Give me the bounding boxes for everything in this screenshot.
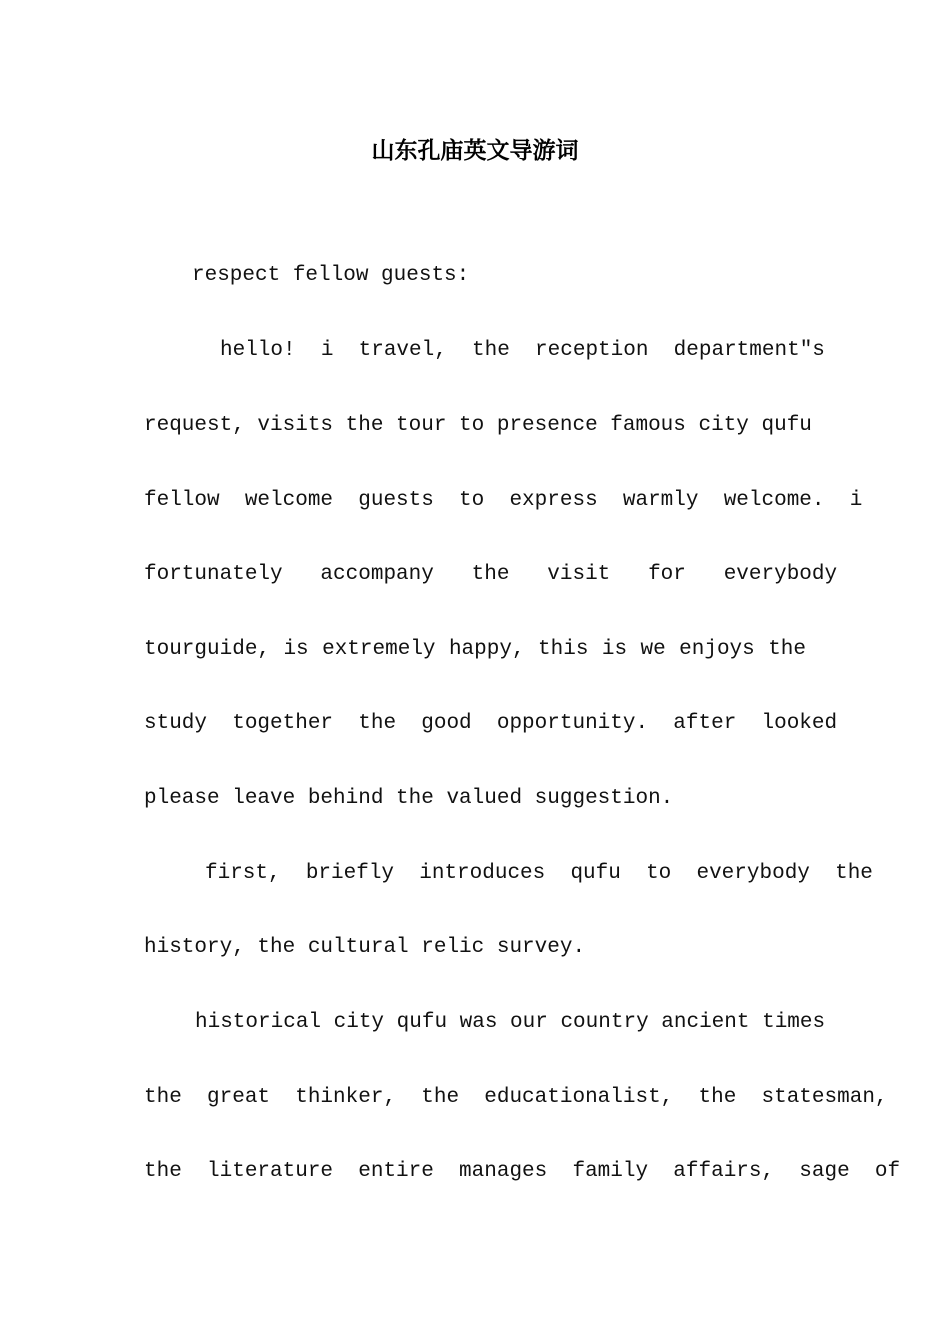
paragraph-line: fortunately accompany the visit for everybody	[144, 563, 838, 586]
paragraph-line: request, visits the tour to presence famous city qufu	[144, 414, 812, 437]
paragraph-line: tourguide, is extremely happy, this is we enjoys the	[144, 638, 806, 661]
paragraph-line: the literature entire manages family affairs, sage of	[144, 1160, 901, 1183]
paragraph-line: fellow welcome guests to express warmly welcome. i	[144, 489, 863, 512]
document-title: 山东孔庙英文导游词	[371, 137, 579, 164]
salutation-line: respect fellow guests:	[192, 264, 470, 287]
paragraph-line: history, the cultural relic survey.	[144, 936, 586, 959]
paragraph-line: the great thinker, the educationalist, the statesman,	[144, 1086, 888, 1109]
paragraph-line: first, briefly introduces qufu to everybody the	[205, 862, 873, 885]
paragraph-line: please leave behind the valued suggestion.	[144, 787, 674, 810]
paragraph-line: study together the good opportunity. after looked	[144, 712, 838, 735]
paragraph-line: historical city qufu was our country ancient times	[195, 1011, 826, 1034]
paragraph-line: hello! i travel, the reception department″s	[220, 339, 825, 362]
